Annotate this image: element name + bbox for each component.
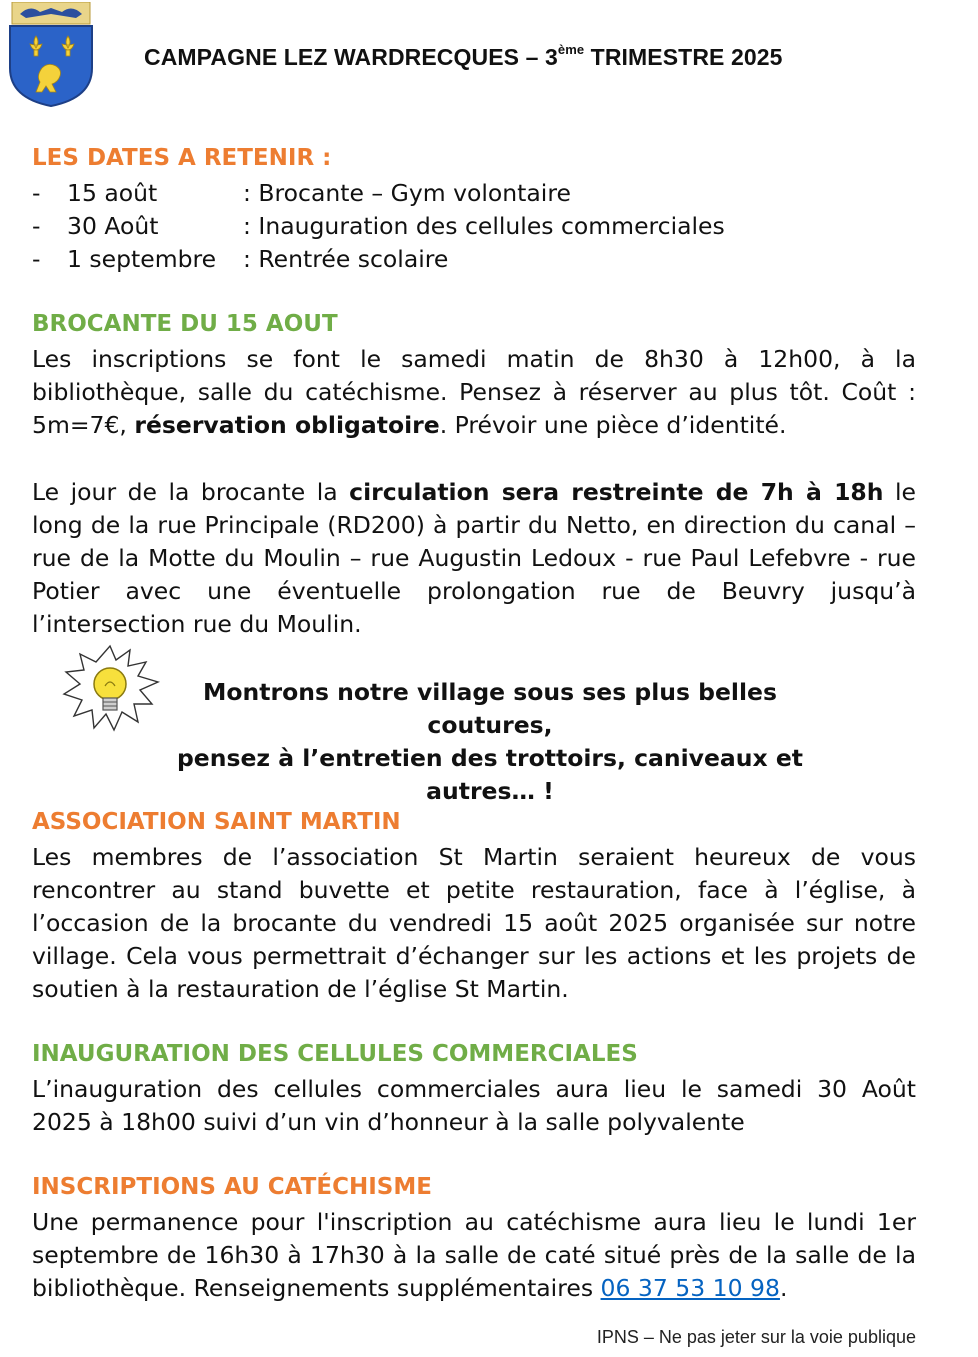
footer-note: IPNS – Ne pas jeter sur la voie publique (596, 1327, 916, 1347)
page-title: CAMPAGNE LEZ WARDRECQUES – 3ème TRIMESTRE 2025 (144, 42, 783, 70)
callout-message: Montrons notre village sous ses plus belles coutures, pensez à l’entretien des trottoirs, caniveaux et autres… ! (176, 678, 804, 805)
coat-of-arms-icon (6, 2, 96, 108)
dates-heading: LES DATES A RETENIR : (32, 145, 332, 171)
list-item: - 1 septembre : Rentrée scolaire (32, 245, 449, 273)
inauguration-paragraph: L’inauguration des cellules commerciales aura lieu le samedi 30 Août 2025 à 18h00 suivi d’un vin d’honneur à la salle polyvalente (32, 1075, 916, 1136)
catechisme-paragraph: Une permanence pour l'inscription au catéchisme aura lieu le lundi 1er septembre de 16h30 à 17h30 à la salle de caté situé près de la salle de la bibliothèque. Renseignements supplémentaires 06 37 53 10 98. (32, 1208, 916, 1302)
list-item: - 15 août : Brocante – Gym volontaire (32, 179, 571, 207)
lightbulb-icon (58, 642, 162, 734)
brocante-heading: BROCANTE DU 15 AOUT (32, 311, 338, 337)
dates-list (32, 177, 725, 276)
inauguration-heading: INAUGURATION DES CELLULES COMMERCIALES (32, 1041, 638, 1067)
brocante-paragraph-2: Le jour de la brocante la circulation sera restreinte de 7h à 18h le long de la rue Principale (RD200) à partir du Netto, en direction du canal – rue de la Motte du Moulin – rue Augustin Ledoux - rue Paul Lefebvre - rue Potier avec une éventuelle prolongation rue de Beuvry jusqu’à l’intersection rue du Moulin. (32, 478, 916, 638)
brocante-paragraph-1: Les inscriptions se font le samedi matin de 8h30 à 12h00, à la bibliothèque, salle du catéchisme. Pensez à réserver au plus tôt. Coût : 5m=7€, réservation obligatoire. Prévoir une pièce d’identité. (32, 345, 916, 439)
phone-link[interactable]: 06 37 53 10 98 (600, 1274, 780, 1302)
association-paragraph: Les membres de l’association St Martin seraient heureux de vous rencontrer au stand buvette et petite restauration, face à l’église, à l’occasion de la brocante du vendredi 15 août 2025 organisée sur notre village. Cela vous permettrait d’échanger sur les actions et les projets de soutien à la restauration de l’église St Martin. (32, 843, 916, 1003)
list-item: - 30 Août : Inauguration des cellules commerciales (32, 212, 725, 240)
catechisme-heading: INSCRIPTIONS AU CATÉCHISME (32, 1174, 432, 1200)
association-heading: ASSOCIATION SAINT MARTIN (32, 809, 401, 835)
